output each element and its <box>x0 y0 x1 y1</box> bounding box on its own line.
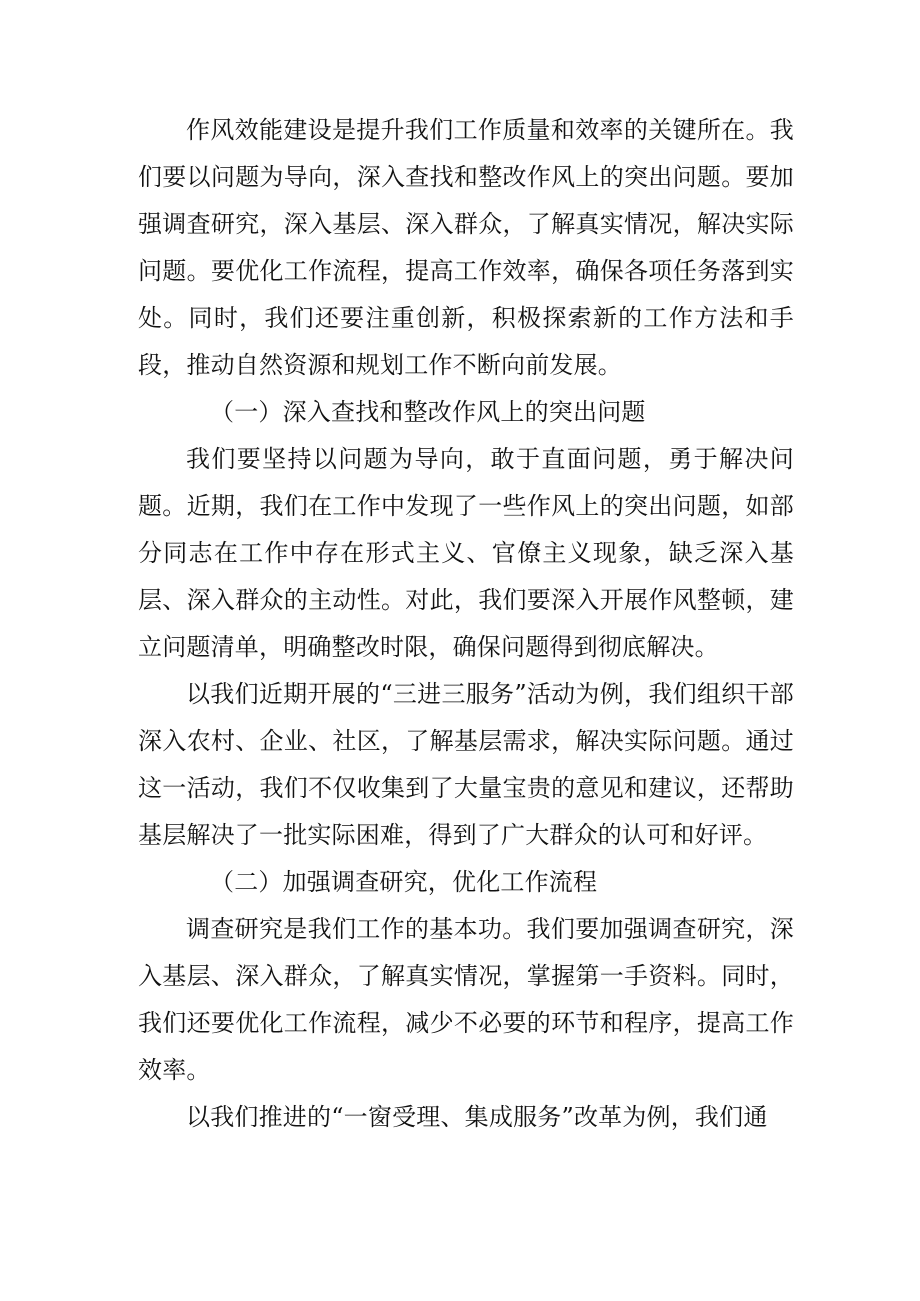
section-heading-1: （一）深入查找和整改作风上的突出问题 <box>210 398 646 426</box>
paragraph-intro: 作风效能建设是提升我们工作质量和效率的关键所在。我们要以问题为导向，深入查找和整改作风上的突出问题。要加强调査研究，深入基层、深入群众，了解真实情况，解决实际问题。要优化工作流程，提高工作效率，确保各项任务落到实处。同时，我们还要注重创新，积极探索新的工作方法和手段，推动自然资源和规划工作不断向前发展。 <box>138 116 794 379</box>
paragraph-section2-example: 以我们推进的“一窗受理、集成服务”改革为例，我们通 <box>186 1103 768 1131</box>
paragraph-section1-example: 以我们近期开展的“三进三服务”活动为例，我们组织干部深入农村、企业、社区，了解基层需求，解决实际问题。通过这一活动，我们不仅收集到了大量宝贵的意见和建议，还帮助基层解决了一批实际困难，得到了广大群众的认可和好评。 <box>138 680 794 849</box>
paragraph-section2-body: 调查研究是我们工作的基本功。我们要加强调查研究，深入基层、深入群众，了解真实情况，掌握第一手资料。同时，我们还要优化工作流程，减少不必要的环节和程序，提高工作效率。 <box>138 915 794 1084</box>
document-body <box>138 107 794 1141</box>
paragraph-section1-body: 我们要坚持以问题为导向，敢于直面问题，勇于解决问题。近期，我们在工作中发现了一些作风上的突出问题，如部分同志在工作中存在形式主义、官僚主义现象，缺乏深入基层、深入群众的主动性。对此，我们要深入开展作风整顿，建立问题清单，明确整改时限，确保问题得到彻底解决。 <box>138 445 794 661</box>
section-heading-2: （二）加强调查研究，优化工作流程 <box>210 868 598 896</box>
